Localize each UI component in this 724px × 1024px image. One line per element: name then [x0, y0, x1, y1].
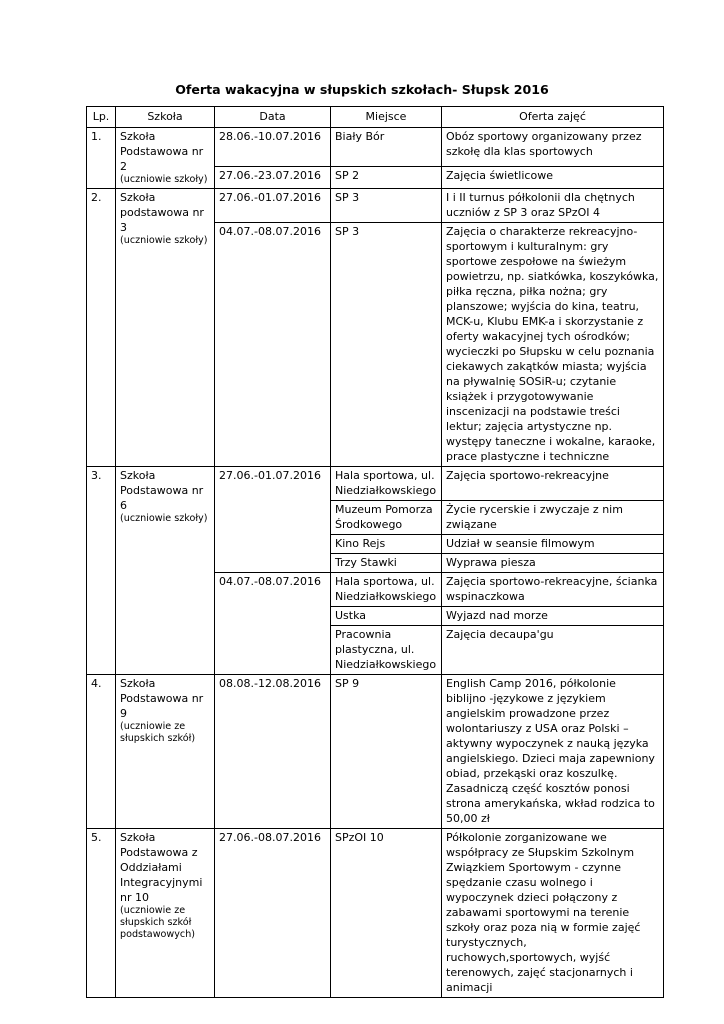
cell-place: Hala sportowa, ul. Niedziałkowskiego	[331, 573, 442, 607]
cell-place: SP 3	[331, 189, 442, 223]
cell-place: Ustka	[331, 607, 442, 626]
header-school: Szkoła	[116, 107, 215, 128]
cell-offer: I i II turnus półkolonii dla chętnych uczniów z SP 3 oraz SPzOI 4	[442, 189, 664, 223]
header-lp: Lp.	[87, 107, 116, 128]
cell-lp: 4.	[87, 675, 116, 829]
cell-lp: 2.	[87, 189, 116, 467]
cell-place: SP 2	[331, 167, 442, 189]
cell-place: Kino Rejs	[331, 535, 442, 554]
school-note: (uczniowie ze słupskich szkół)	[120, 721, 196, 744]
cell-date: 27.06.-01.07.2016	[215, 467, 331, 573]
table-row	[87, 675, 664, 829]
cell-place: Biały Bór	[331, 128, 442, 167]
cell-offer: Obóz sportowy organizowany przez szkołę dla klas sportowych	[442, 128, 664, 167]
cell-place: SP 9	[331, 675, 442, 829]
cell-place: Muzeum Pomorza Środkowego	[331, 501, 442, 535]
cell-date: 27.06.-23.07.2016	[215, 167, 331, 189]
cell-place: Hala sportowa, ul. Niedziałkowskiego	[331, 467, 442, 501]
school-name: Szkoła Podstawowa nr 2	[120, 130, 204, 173]
cell-date: 08.08.-12.08.2016	[215, 675, 331, 829]
offers-table	[86, 106, 664, 998]
school-name: Szkoła Podstawowa nr 6	[120, 469, 204, 512]
cell-school	[116, 128, 215, 189]
header-place: Miejsce	[331, 107, 442, 128]
cell-offer: Zajęcia świetlicowe	[442, 167, 664, 189]
cell-place: Trzy Stawki	[331, 554, 442, 573]
cell-place: Pracownia plastyczna, ul. Niedziałkowskiego	[331, 626, 442, 675]
cell-date: 04.07.-08.07.2016	[215, 573, 331, 675]
school-note: (uczniowie szkoły)	[120, 174, 208, 185]
table-row	[87, 189, 664, 223]
cell-lp: 5.	[87, 829, 116, 998]
cell-date: 27.06.-08.07.2016	[215, 829, 331, 998]
cell-offer: Wyjazd nad morze	[442, 607, 664, 626]
cell-offer: Zajęcia sportowo-rekreacyjne, ścianka wspinaczkowa	[442, 573, 664, 607]
school-note: (uczniowie ze słupskich szkół podstawowych)	[120, 905, 196, 940]
school-note: (uczniowie szkoły)	[120, 513, 208, 524]
header-date: Data	[215, 107, 331, 128]
cell-place: SPzOI 10	[331, 829, 442, 998]
cell-school	[116, 675, 215, 829]
table-row	[87, 128, 664, 167]
school-name: Szkoła Podstawowa nr 9	[120, 677, 204, 720]
school-name: Szkoła Podstawowa z Oddziałami Integracyjnymi nr 10	[120, 831, 203, 904]
table-row	[87, 467, 664, 501]
cell-lp: 3.	[87, 467, 116, 675]
table-row	[87, 829, 664, 998]
cell-offer: Udział w seansie filmowym	[442, 535, 664, 554]
cell-offer: Półkolonie zorganizowane we współpracy ze Słupskim Szkolnym Związkiem Sportowym - czynne spędzanie czasu wolnego i wypoczynek dzieci połączony z zabawami sportowymi na terenie szkoły oraz poza nią w formie zajęć turystycznych, ruchowych,sportowych, wyjść terenowych, zajęć stacjonarnych i animacji	[442, 829, 664, 998]
cell-date: 04.07.-08.07.2016	[215, 223, 331, 467]
cell-offer: Życie rycerskie i zwyczaje z nim związane	[442, 501, 664, 535]
cell-offer: Zajęcia decaupa'gu	[442, 626, 664, 675]
cell-offer: English Camp 2016, półkolonie biblijno -językowe z językiem angielskim prowadzone przez wolontariuszy z USA oraz Polski – aktywny wypoczynek z nauką języka angielskiego. Dzieci maja zapewniony obiad, przekąski oraz koszulkę. Zasadniczą część kosztów ponosi strona amerykańska, wkład rodzica to 50,00 zł	[442, 675, 664, 829]
cell-date: 27.06.-01.07.2016	[215, 189, 331, 223]
cell-offer: Wyprawa piesza	[442, 554, 664, 573]
cell-offer: Zajęcia sportowo-rekreacyjne	[442, 467, 664, 501]
page-title: Oferta wakacyjna w słupskich szkołach- Słupsk 2016	[175, 82, 549, 97]
cell-offer: Zajęcia o charakterze rekreacyjno-sportowym i kulturalnym: gry sportowe zespołowe na świeżym powietrzu, np. siatkówka, koszykówka, piłka ręczna, piłka nożna; gry planszowe; wyjścia do kina, teatru, MCK-u, Klubu EMK-a i skorzystanie z oferty wakacyjnej tych ośrodków; wycieczki po Słupsku w celu poznania ciekawych zakątków miasta; wyjścia na pływalnię SOSiR-u; czytanie książek i przygotowywanie inscenizacji na podstawie treści lektur; zajęcia artystyczne np. występy taneczne i wokalne, karaoke, prace plastyczne i techniczne	[442, 223, 664, 467]
header-offer: Oferta zajęć	[442, 107, 664, 128]
school-note: (uczniowie szkoły)	[120, 235, 208, 246]
cell-school	[116, 189, 215, 467]
cell-school	[116, 829, 215, 998]
table-header-row	[87, 107, 664, 128]
school-name: Szkoła podstawowa nr 3	[120, 191, 204, 234]
cell-lp: 1.	[87, 128, 116, 189]
cell-date: 28.06.-10.07.2016	[215, 128, 331, 167]
cell-place: SP 3	[331, 223, 442, 467]
cell-school	[116, 467, 215, 675]
